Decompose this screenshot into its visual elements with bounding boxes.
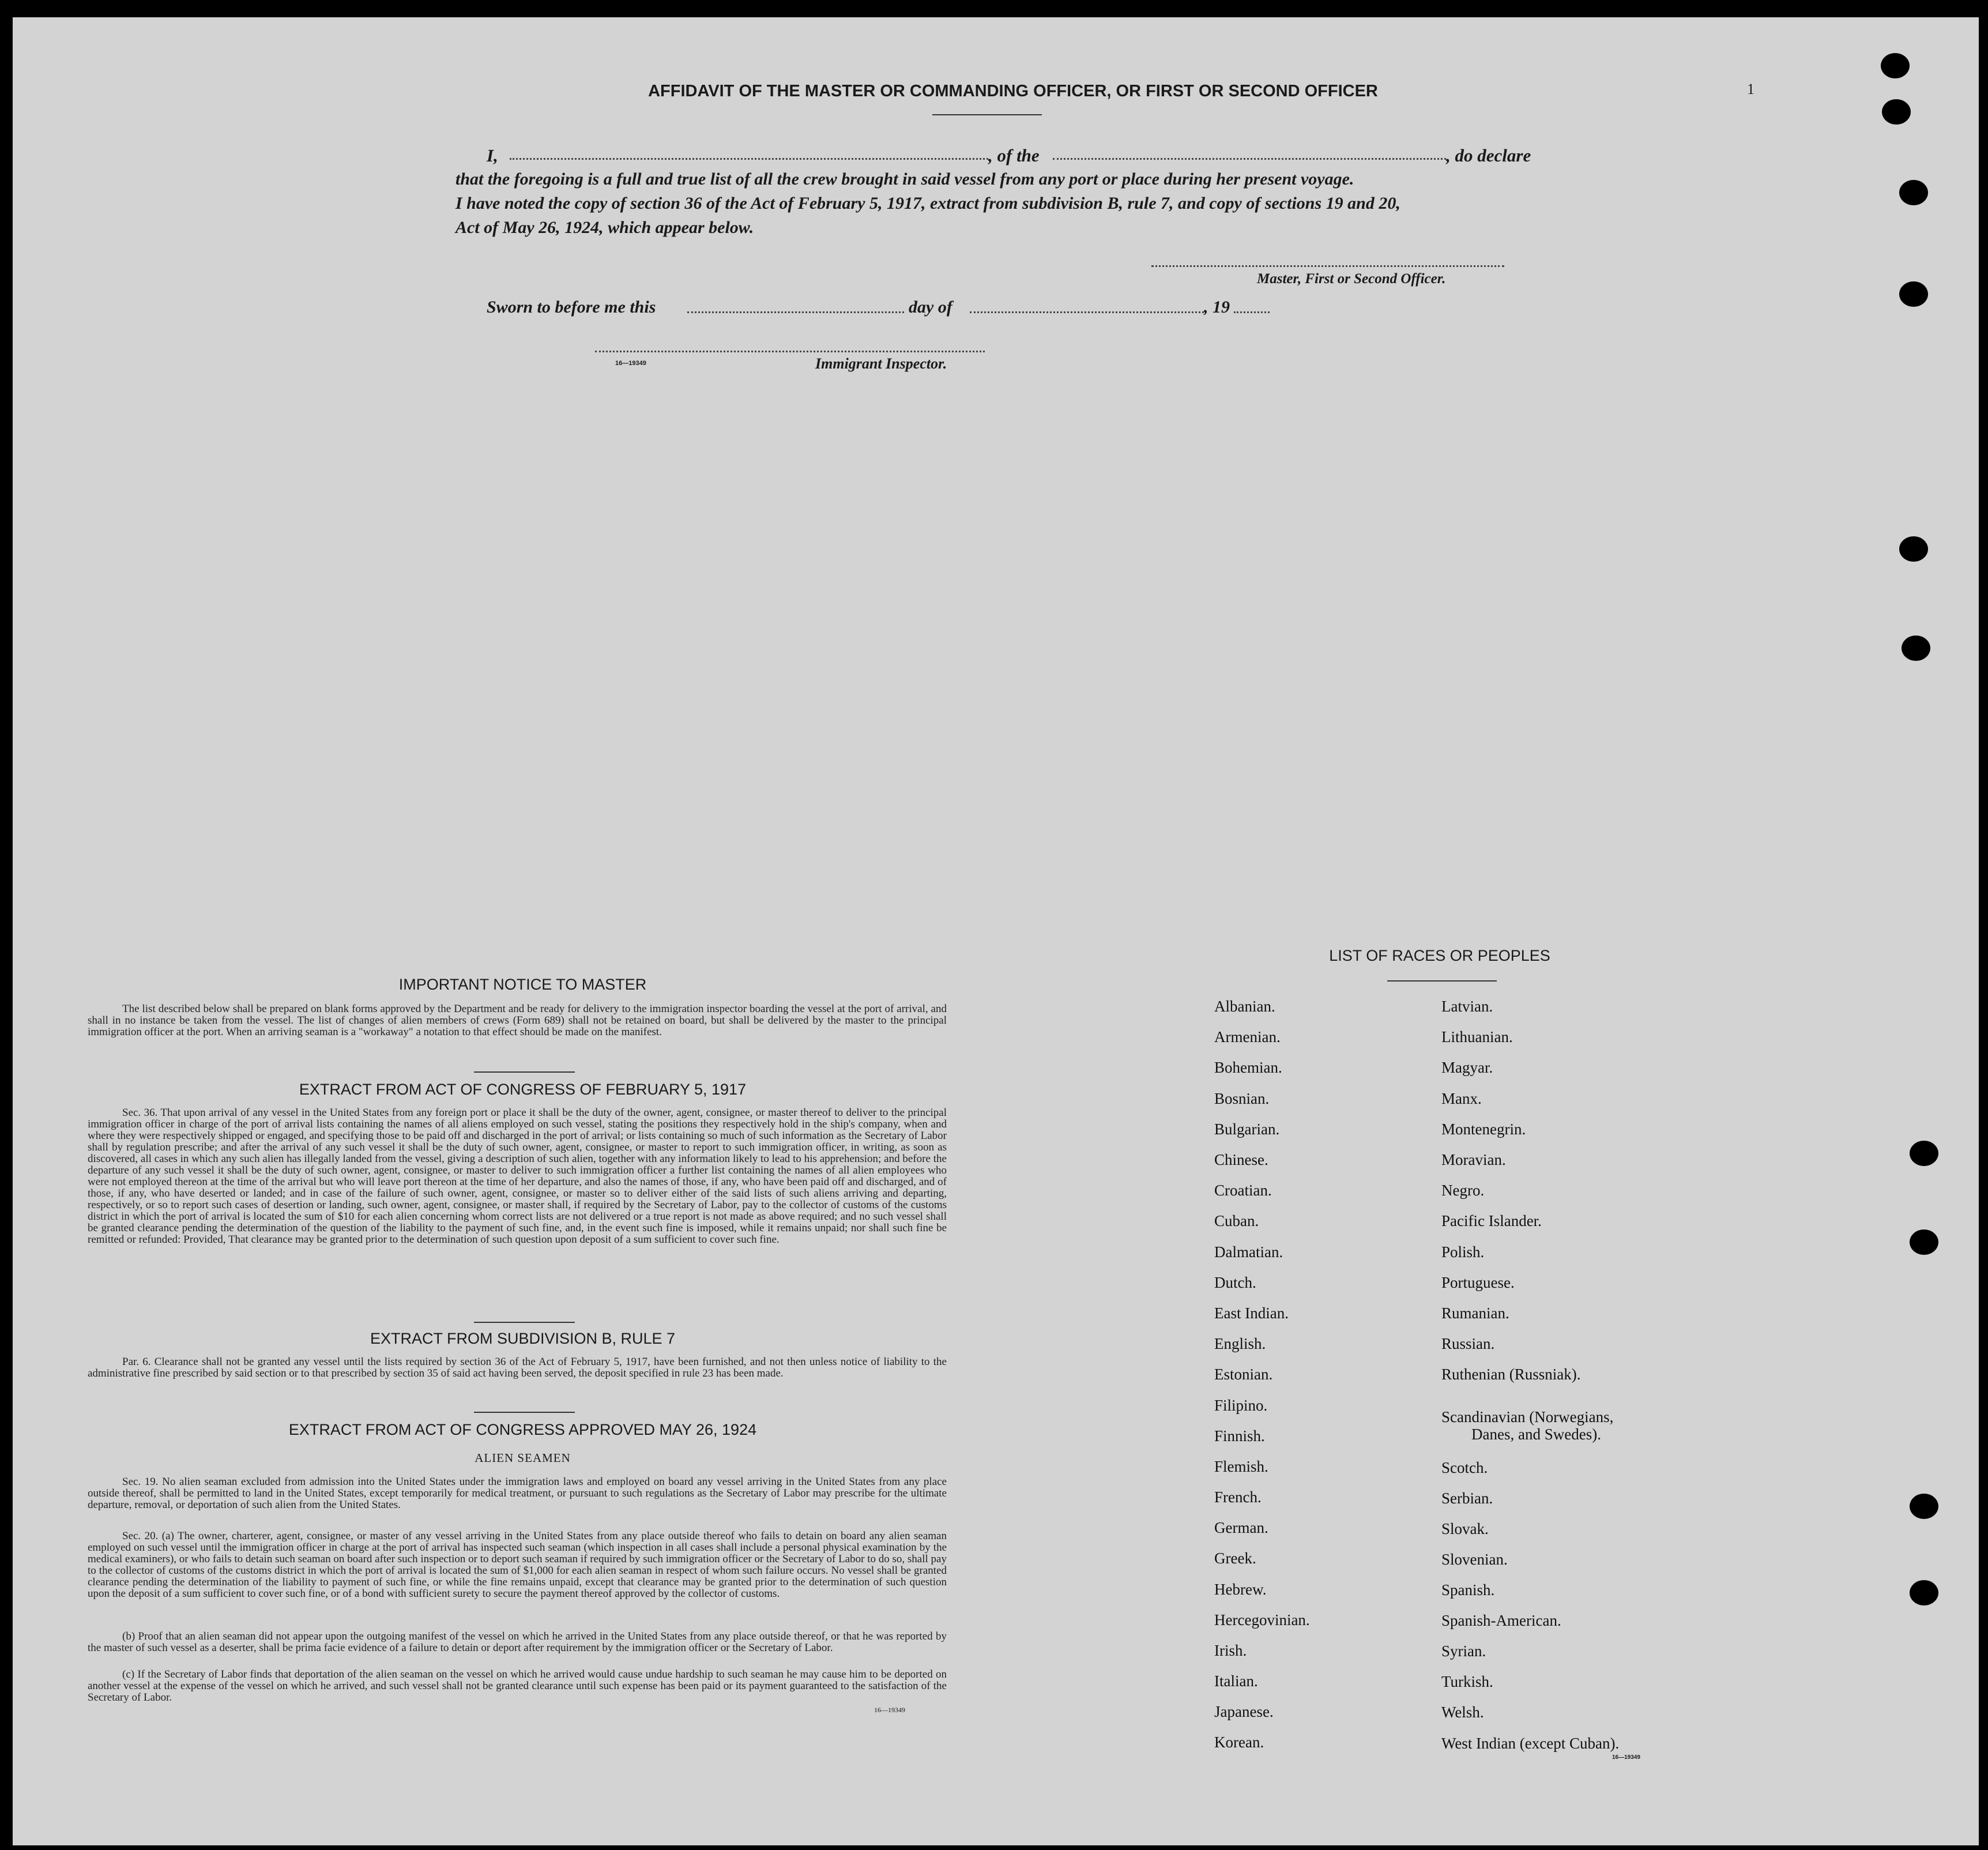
page-mark: 1	[1747, 81, 1754, 97]
race-item: Syrian.	[1441, 1642, 1486, 1660]
race-item: Serbian.	[1441, 1490, 1493, 1507]
extract-1917-title: EXTRACT FROM ACT OF CONGRESS OF FEBRUARY 5, 1917	[299, 1081, 747, 1098]
race-item: Montenegrin.	[1441, 1120, 1526, 1138]
race-item: Ruthenian (Russniak).	[1441, 1366, 1581, 1383]
races-form-code: 16—19349	[1612, 1754, 1640, 1761]
race-item: Albanian.	[1214, 998, 1275, 1015]
race-item: German.	[1214, 1519, 1268, 1536]
inspector-label: Immigrant Inspector.	[815, 355, 947, 372]
race-item: Russian.	[1441, 1335, 1495, 1352]
form-sheet	[13, 17, 1979, 1845]
sec20c-text: (c) If the Secretary of Labor finds that deportation of the alien seaman on the vessel on which he arrived would cause undue hardship to such seaman he may cause him to be deported on another vessel at the expense of the vessel on which he arrived, and such vessel shall not be granted clearance until such expense has been paid or its payment guaranteed to the satisfaction of the Secretary of Labor.	[88, 1668, 947, 1704]
race-item: Scandinavian (Norwegians,	[1441, 1408, 1614, 1426]
declaration-i: I,	[487, 145, 498, 166]
binder-hole	[1910, 1141, 1938, 1166]
races-title: LIST OF RACES OR PEOPLES	[1329, 947, 1550, 964]
race-item: Manx.	[1441, 1090, 1482, 1107]
form-code: 16—19349	[615, 360, 646, 367]
sec20b-text: (b) Proof that an alien seaman did not appear upon the outgoing manifest of the vessel on which he arrived in the United States from any place outside thereof, or that he was reported by the master of such vessel as a deserter, shall be prima facie evidence of a failure to detain or deport after requirement by the immigration officer or the Secretary of Labor.	[88, 1630, 947, 1654]
race-item: Chinese.	[1214, 1151, 1268, 1168]
race-item: Estonian.	[1214, 1366, 1273, 1383]
race-item: Croatian.	[1214, 1182, 1272, 1199]
race-item: Moravian.	[1441, 1151, 1506, 1168]
binder-hole	[1899, 536, 1928, 562]
notice-title: IMPORTANT NOTICE TO MASTER	[398, 976, 647, 993]
extract-1924-title: EXTRACT FROM ACT OF CONGRESS APPROVED MAY 26, 1924	[288, 1421, 757, 1438]
sworn-day-field[interactable]	[687, 311, 904, 313]
alien-seamen-subtitle: ALIEN SEAMEN	[475, 1451, 571, 1465]
race-item: Rumanian.	[1441, 1304, 1509, 1322]
race-item: Spanish-American.	[1441, 1612, 1561, 1629]
binder-hole	[1910, 1229, 1938, 1255]
race-item: Greek.	[1214, 1550, 1256, 1567]
section-rule	[474, 1322, 575, 1323]
race-item: Bulgarian.	[1214, 1120, 1280, 1138]
declaration-line-2: that the foregoing is a full and true list of all the crew brought in said vessel from any port or place during her present voyage.	[455, 170, 1354, 189]
race-item: Irish.	[1214, 1642, 1247, 1659]
race-item: Korean.	[1214, 1734, 1264, 1751]
notice-body: The list described below shall be prepared on blank forms approved by the Department and be ready for delivery to the immigration inspector boarding the vessel at the port of arrival, and shall in no instance be taken from the vessel. The list of changes of alien members of crews (Form 689) shall not be retained on board, but shall be delivered by the master to the principal immigration officer at the port. When an arriving seaman is a "workaway" a notation to that effect should be made on the manifest.	[88, 1003, 947, 1038]
inspector-signature-field[interactable]	[595, 351, 985, 352]
binder-hole	[1902, 636, 1930, 661]
declaration-of-the: , of the	[988, 145, 1040, 166]
section-rule	[474, 1071, 575, 1073]
race-item: Lithuanian.	[1441, 1028, 1513, 1046]
race-item: French.	[1214, 1488, 1262, 1506]
extract-rule7-body: Par. 6. Clearance shall not be granted any vessel until the lists required by section 36 of the Act of February 5, 1917, have been furnished, and not then unless notice of liability to the administrative fine prescribed by said section or to that prescribed by section 35 of said act having been served, the deposit specified in rule 23 has been made.	[88, 1356, 947, 1379]
race-item: Cuban.	[1214, 1212, 1259, 1229]
race-item: East Indian.	[1214, 1304, 1289, 1322]
race-item: English.	[1214, 1335, 1266, 1352]
race-item: Welsh.	[1441, 1704, 1484, 1721]
race-item: Hercegovinian.	[1214, 1611, 1310, 1629]
declaration-do-declare: , do declare	[1446, 145, 1531, 166]
race-item: Pacific Islander.	[1441, 1212, 1542, 1229]
vessel-name-field[interactable]	[1053, 158, 1446, 160]
race-item: Danes, and Swedes).	[1471, 1426, 1601, 1443]
sec19-text: Sec. 19. No alien seaman excluded from admission into the United States under the immigration laws and employed on board any vessel arriving in the United States from any place outside thereof, shall be permitted to land in the United States, except temporarily for medical treatment, or pursuant to such regulations as the Secretary of Labor may prescribe for the ultimate departure, removal, or deportation of such alien from the United States.	[88, 1476, 947, 1511]
sworn-month-field[interactable]	[970, 311, 1204, 313]
declaration-line-3: I have noted the copy of section 36 of the Act of February 5, 1917, extract from subdivision B, rule 7, and copy of sections 19 and 20,	[455, 194, 1400, 213]
binder-hole	[1899, 180, 1928, 205]
binder-hole	[1910, 1494, 1938, 1519]
race-item: Dutch.	[1214, 1274, 1256, 1291]
extract-rule7-title: EXTRACT FROM SUBDIVISION B, RULE 7	[370, 1330, 676, 1347]
race-item: Japanese.	[1214, 1703, 1274, 1720]
race-item: Slovenian.	[1441, 1551, 1508, 1568]
race-item: Negro.	[1441, 1182, 1485, 1199]
race-item: Slovak.	[1441, 1520, 1489, 1537]
binder-hole	[1899, 281, 1928, 307]
sworn-prefix: Sworn to before me this	[487, 298, 656, 317]
sworn-day-of: day of	[909, 298, 952, 317]
race-item: Polish.	[1441, 1243, 1485, 1261]
sec20a-text: Sec. 20. (a) The owner, charterer, agent, consignee, or master of any vessel arriving in the United States from any place outside thereof who fails to detain on board any alien seaman employed on such vessel until the immigration officer in charge at the port of arrival has inspected such seaman (which inspection in all cases shall include a personal physical examination by the medical examiners), or who fails to detain such seaman on board after such inspection or to deport such seaman if required by such immigration officer or the Secretary of Labor to do so, shall pay to the collector of customs of the customs district in which the port of arrival is located the sum of $1,000 for each alien seaman in respect of whom such failure occurs. No vessel shall be granted clearance pending the determination of the liability to payment of such fine, or while the fine remains unpaid, except that clearance may be granted prior to the determination of such question upon the deposit of a sum sufficient to cover such fine, or of a bond with sufficient surety to secure the payment thereof approved by the collector of customs.	[88, 1530, 947, 1600]
declarant-name-field[interactable]	[510, 158, 988, 160]
race-item: Scotch.	[1441, 1459, 1488, 1476]
race-item: Bohemian.	[1214, 1059, 1282, 1076]
declaration-line-4: Act of May 26, 1924, which appear below.	[455, 218, 754, 237]
section-rule	[474, 1412, 575, 1413]
binder-hole	[1910, 1580, 1938, 1605]
signature-label: Master, First or Second Officer.	[1257, 271, 1446, 287]
race-item: Armenian.	[1214, 1028, 1281, 1046]
race-item: West Indian (except Cuban).	[1441, 1735, 1620, 1752]
race-item: Latvian.	[1441, 998, 1493, 1015]
race-item: Dalmatian.	[1214, 1243, 1283, 1261]
race-item: Italian.	[1214, 1672, 1258, 1690]
race-item: Spanish.	[1441, 1581, 1495, 1599]
affidavit-title: AFFIDAVIT OF THE MASTER OR COMMANDING OFFICER, OR FIRST OR SECOND OFFICER	[648, 82, 1378, 100]
sworn-year-field[interactable]	[1234, 311, 1270, 313]
race-item: Finnish.	[1214, 1427, 1265, 1445]
race-item: Filipino.	[1214, 1397, 1268, 1414]
race-item: Magyar.	[1441, 1059, 1493, 1076]
race-item: Portuguese.	[1441, 1274, 1515, 1291]
extract-form-code: 16—19349	[874, 1706, 905, 1714]
race-item: Bosnian.	[1214, 1090, 1270, 1107]
title-rule	[932, 114, 1042, 115]
race-item: Hebrew.	[1214, 1581, 1267, 1598]
signature-field[interactable]	[1151, 265, 1504, 267]
extract-1917-body: Sec. 36. That upon arrival of any vessel in the United States from any foreign port or place it shall be the duty of the owner, agent, consignee, or master thereof to deliver to the principal immigration officer in charge of the port of arrival lists containing the names of all aliens employed on such vessel, stating the positions they respectively hold in the ship's company, when and where they were respectively shipped or engaged, and specifying those to be paid off and discharged in the port of arrival; or lists containing so much of such information as the Secretary of Labor shall by regulation prescribe; and after the arrival of any such vessel it shall be the duty of such owner, agent, consignee, or master to report to such immigration officer, in writing, as soon as discovered, all cases in which any such alien has illegally landed from the vessel, giving a description of such alien, together with any information likely to lead to his apprehension; and before the departure of any such vessel it shall be the duty of such owner, agent, consignee, or master to deliver to such immigration officer a further list containing the names of all alien employees who were not employed thereon at the time of the arrival but who will leave port thereon at the time of her departure, and also the names of those, if any, who have been paid off and discharged, and of those, if any, who have deserted or landed; and in case of the failure of such owner, agent, consignee, or master so to deliver either of the said lists of such aliens arriving and departing, respectively, or so to report such cases of desertion or landing, such owner, agent, consignee, or master shall, if required by the Secretary of Labor, pay to the collector of customs of the customs district in which the port of arrival is located the sum of $10 for each alien concerning whom correct lists are not delivered or a true report is not made as above required; and no such vessel shall be granted clearance pending the determination of the question of the liability to the payment of such fine, and, in the event such fine is imposed, while it remains unpaid; nor shall such fine be remitted or refunded: Provided, That clearance may be granted prior to the determination of such question upon deposit of a sum sufficient to cover such fine.	[88, 1107, 947, 1246]
race-item: Flemish.	[1214, 1458, 1268, 1475]
race-item: Turkish.	[1441, 1673, 1493, 1690]
races-title-rule	[1387, 980, 1497, 982]
binder-hole	[1881, 53, 1910, 78]
binder-hole	[1882, 99, 1911, 125]
sworn-year: , 19	[1204, 298, 1230, 317]
